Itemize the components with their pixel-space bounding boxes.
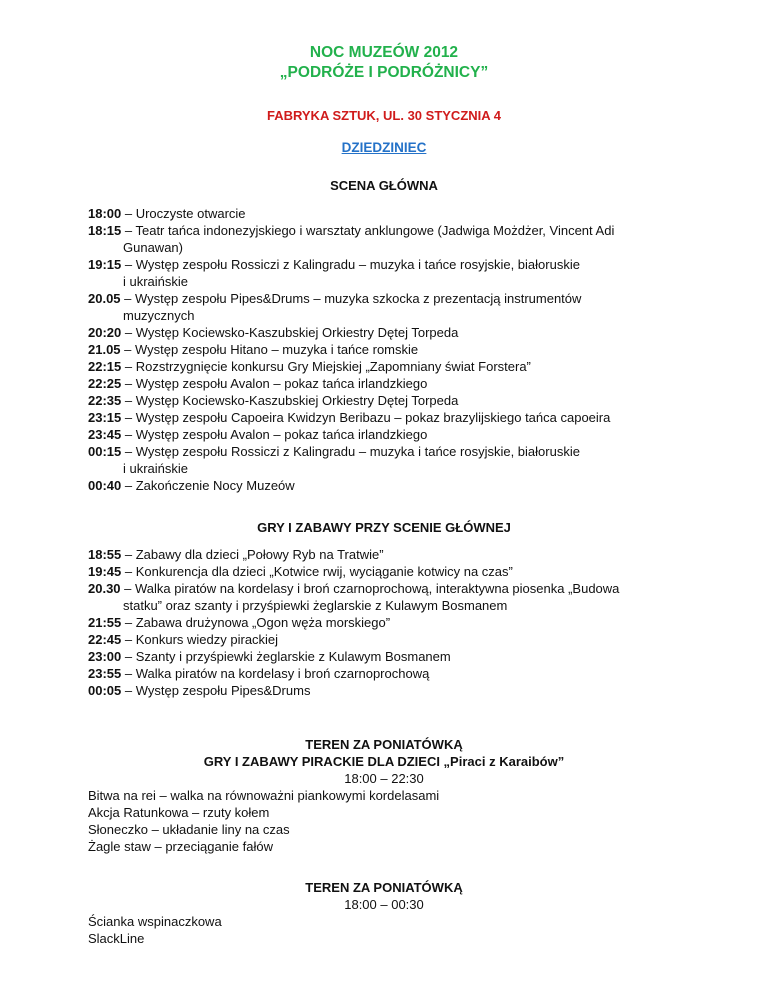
schedule-description-continued: muzycznych: [123, 308, 195, 323]
schedule-row: [88, 375, 680, 392]
schedule-description: – Konkurencja dla dzieci „Kotwice rwij, wyciąganie kotwicy na czas”: [124, 564, 513, 579]
teren2-list: [88, 913, 222, 947]
schedule-time: 22:15: [88, 359, 122, 374]
schedule-description: – Występ zespołu Avalon – pokaz tańca irlandzkiego: [124, 427, 428, 442]
schedule-time: 00:05: [88, 683, 122, 698]
teren2-heading: TEREN ZA PONIATÓWKĄ: [305, 880, 463, 895]
schedule-time: 23:00: [88, 649, 122, 664]
schedule-time: 23:15: [88, 410, 122, 425]
schedule-time: 23:55: [88, 666, 122, 681]
schedule-description: – Teatr tańca indonezyjskiego i warsztaty anklungowe (Jadwiga Możdżer, Vincent Adi: [124, 223, 615, 238]
schedule-description: – Zabawy dla dzieci „Połowy Ryb na Tratwie”: [124, 547, 384, 562]
schedule-row: [88, 443, 680, 477]
section-title-wrap: [0, 139, 768, 156]
schedule-description: – Występ zespołu Pipes&Drums: [124, 683, 311, 698]
schedule-description: – Występ zespołu Hitano – muzyka i tańce romskie: [124, 342, 419, 357]
schedule-row: [88, 580, 680, 614]
schedule-description-continued: statku” oraz szanty i przyśpiewki żeglarskie z Kulawym Bosmanem: [123, 598, 508, 613]
schedule-description: – Występ zespołu Rossiczi z Kalingradu – muzyka i tańce rosyjskie, białoruskie: [124, 257, 580, 272]
schedule-description: – Zakończenie Nocy Muzeów: [124, 478, 295, 493]
schedule-time: 18:55: [88, 547, 122, 562]
schedule-description: – Szanty i przyśpiewki żeglarskie z Kulawym Bosmanem: [124, 649, 451, 664]
schedule-description-continued: Gunawan): [123, 240, 183, 255]
schedule-row: [88, 341, 680, 358]
schedule-description-continued: i ukraińskie: [123, 461, 189, 476]
schedule-row: [88, 358, 680, 375]
schedule-row: [88, 682, 680, 699]
schedule-row: [88, 409, 680, 426]
schedule-row: [88, 631, 680, 648]
schedule-time: 22:35: [88, 393, 122, 408]
event-title: [0, 43, 768, 83]
schedule-description: – Uroczyste otwarcie: [124, 206, 246, 221]
schedule-description: – Występ zespołu Capoeira Kwidzyn Beribazu – pokaz brazylijskiego tańca capoeira: [124, 410, 611, 425]
teren1-list: [88, 787, 439, 855]
list-item: Żagle staw – przeciąganie fałów: [88, 839, 273, 854]
schedule-row: [88, 426, 680, 443]
schedule-time: 20.05: [88, 291, 121, 306]
schedule-description: – Występ Kociewsko-Kaszubskiej Orkiestry Dętej Torpeda: [124, 393, 459, 408]
schedule-row: [88, 222, 680, 256]
event-title-line1: NOC MUZEÓW 2012: [309, 44, 459, 61]
teren2-hours: 18:00 – 00:30: [344, 897, 424, 912]
event-title-line2: „PODRÓŻE I PODRÓŻNICY”: [279, 64, 489, 81]
schedule-row: [88, 477, 680, 494]
schedule-row: [88, 205, 680, 222]
schedule-description: – Konkurs wiedzy pirackiej: [124, 632, 279, 647]
schedule-description: – Zabawa drużynowa „Ogon węża morskiego”: [124, 615, 391, 630]
teren1-subheading: GRY I ZABAWY PIRACKIE DLA DZIECI „Piraci z Karaibów”: [203, 754, 565, 769]
gry-schedule: [88, 546, 680, 699]
teren2-header: [0, 879, 768, 913]
schedule-row: [88, 563, 680, 580]
list-item: Słoneczko – układanie liny na czas: [88, 822, 290, 837]
teren1-hours: 18:00 – 22:30: [344, 771, 424, 786]
teren1-header: [0, 736, 768, 787]
venue-address: FABRYKA SZTUK, UL. 30 STYCZNIA 4: [266, 108, 502, 123]
schedule-description: – Występ zespołu Rossiczi z Kalingradu – muzyka i tańce rosyjskie, białoruskie: [124, 444, 580, 459]
schedule-row: [88, 256, 680, 290]
schedule-time: 00:15: [88, 444, 122, 459]
schedule-row: [88, 614, 680, 631]
section-title-dziedziniec: DZIEDZINIEC: [341, 140, 427, 155]
schedule-description: – Walka piratów na kordelasy i broń czarnoprochową: [124, 666, 430, 681]
teren1-heading: TEREN ZA PONIATÓWKĄ: [305, 737, 463, 752]
schedule-row: [88, 546, 680, 563]
schedule-time: 21.05: [88, 342, 121, 357]
schedule-row: [88, 324, 680, 341]
scena-schedule: [88, 205, 680, 494]
schedule-time: 23:45: [88, 427, 122, 442]
schedule-time: 22:25: [88, 376, 122, 391]
list-item: Akcja Ratunkowa – rzuty kołem: [88, 805, 270, 820]
list-item: Bitwa na rei – walka na równoważni piankowymi kordelasami: [88, 788, 440, 803]
scena-heading: SCENA GŁÓWNA: [330, 178, 438, 193]
schedule-description: – Występ Kociewsko-Kaszubskiej Orkiestry Dętej Torpeda: [124, 325, 459, 340]
schedule-row: [88, 665, 680, 682]
schedule-row: [88, 648, 680, 665]
schedule-description: – Rozstrzygnięcie konkursu Gry Miejskiej „Zapomniany świat Forstera”: [124, 359, 531, 374]
schedule-description: – Występ zespołu Avalon – pokaz tańca irlandzkiego: [124, 376, 428, 391]
gry-heading: GRY I ZABAWY PRZY SCENIE GŁÓWNEJ: [257, 520, 511, 535]
schedule-time: 19:45: [88, 564, 122, 579]
schedule-row: [88, 392, 680, 409]
schedule-time: 19:15: [88, 257, 122, 272]
schedule-time: 20:20: [88, 325, 122, 340]
schedule-time: 20.30: [88, 581, 121, 596]
schedule-time: 18:15: [88, 223, 122, 238]
list-item: SlackLine: [88, 931, 145, 946]
schedule-time: 21:55: [88, 615, 122, 630]
schedule-time: 22:45: [88, 632, 122, 647]
schedule-description: – Walka piratów na kordelasy i broń czarnoprochową, interaktywna piosenka „Budowa: [124, 581, 620, 596]
schedule-row: [88, 290, 680, 324]
schedule-time: 00:40: [88, 478, 122, 493]
schedule-description-continued: i ukraińskie: [123, 274, 189, 289]
schedule-time: 18:00: [88, 206, 122, 221]
schedule-description: – Występ zespołu Pipes&Drums – muzyka szkocka z prezentacją instrumentów: [124, 291, 582, 306]
list-item: Ścianka wspinaczkowa: [88, 914, 222, 929]
